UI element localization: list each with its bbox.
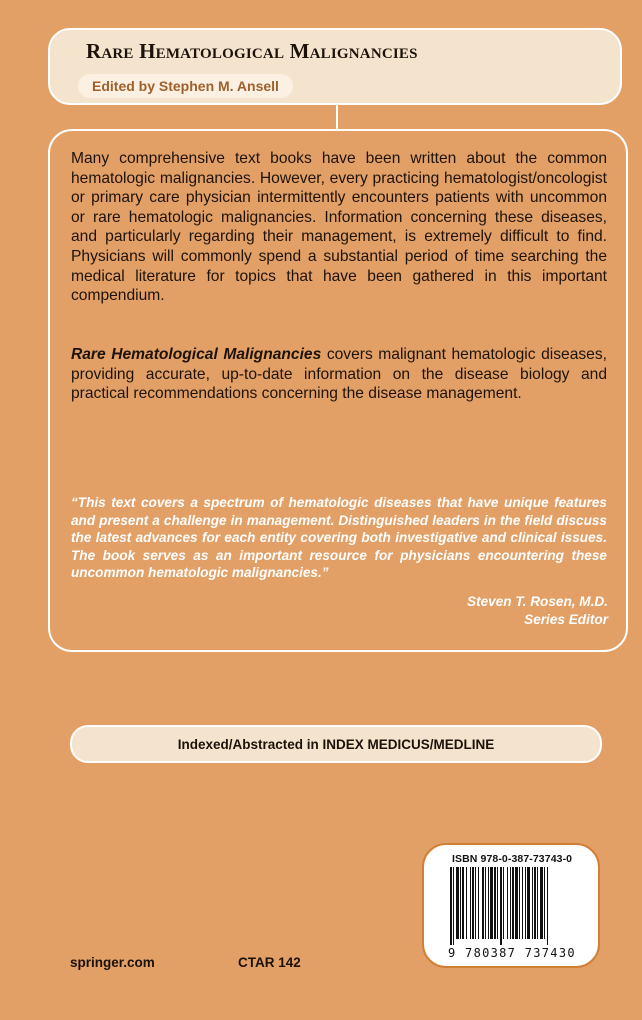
barcode-bar <box>478 867 479 939</box>
barcode-bar <box>462 867 464 939</box>
panel-connector-line <box>336 105 338 129</box>
description-paragraph-2-text: covers malignant hematologic diseases, providing accurate, up-to-date information on the disease biology and practical recommendations concerning the disease management. <box>71 346 607 403</box>
barcode-bar <box>485 867 486 939</box>
barcode-bar <box>547 867 548 945</box>
book-title-emphasis: Rare Hematological Malignancies <box>71 346 322 363</box>
barcode-bar <box>540 867 543 939</box>
barcode-bar <box>512 867 514 939</box>
barcode-bar <box>497 867 498 939</box>
title-panel <box>48 28 622 105</box>
endorsement-quote: “This text covers a spectrum of hematologic diseases that have unique features and present a challenge in management. Distinguished leaders in the field discuss the latest advances for each entity covering both investigative and clinical issues. The book serves as an important resource for physicians encountering these uncommon hematologic malignancies.” <box>71 495 607 580</box>
barcode-bar <box>500 867 502 945</box>
barcode-bar <box>450 867 452 945</box>
indexed-text: Indexed/Abstracted in INDEX MEDICUS/MEDLINE <box>177 736 495 752</box>
description-paragraph-2 <box>71 345 607 404</box>
series-code: CTAR 142 <box>238 955 301 970</box>
barcode-bar <box>527 867 530 939</box>
barcode-panel <box>422 843 600 968</box>
book-title: Rare Hematological Malignancies <box>86 39 418 63</box>
barcode-bar <box>544 867 545 939</box>
barcode-bar <box>532 867 533 939</box>
barcode-bar <box>482 867 484 939</box>
description-paragraph-1: Many comprehensive text books have been written about the common hematologic malignancies. However, every practicing hematologist/oncologist or primary care physician intermittently encounters patients with uncommon or rare hematologic malignancies. Information concerning these diseases, and particularly regarding their management, is extremely difficult to find. Physicians will commonly spend a substantial period of time searching the medical literature for topics that have been gathered in this important compendium. <box>71 150 607 305</box>
barcode-bar <box>525 867 526 939</box>
barcode-bar <box>490 867 493 939</box>
indexed-banner <box>70 725 602 763</box>
publisher-website: springer.com <box>70 955 155 970</box>
barcode-bar <box>515 867 518 939</box>
barcode-bar <box>475 867 476 939</box>
barcode-bar <box>460 867 461 939</box>
barcode-bar <box>519 867 520 939</box>
quote-author: Steven T. Rosen, M.D. <box>467 594 608 609</box>
barcode-bar <box>466 867 467 939</box>
barcode-icon <box>450 867 576 945</box>
barcode-bar <box>534 867 536 939</box>
barcode-bar <box>470 867 471 939</box>
barcode-bar <box>488 867 489 939</box>
barcode-bar <box>522 867 523 939</box>
isbn-label: ISBN 978-0-387-73743-0 <box>452 853 573 865</box>
editor-credit: Edited by Stephen M. Ansell <box>78 74 293 98</box>
quote-attribution <box>467 593 608 628</box>
quote-author-role: Series Editor <box>524 611 608 627</box>
barcode-bar <box>494 867 496 939</box>
barcode-bar <box>472 867 474 939</box>
barcode-bar <box>456 867 459 939</box>
isbn-barcode-digits: 9 780387 737430 <box>448 946 576 960</box>
barcode-bar <box>510 867 511 939</box>
barcode-bar <box>503 867 504 939</box>
barcode-bar <box>537 867 538 939</box>
barcode-bar <box>507 867 508 939</box>
barcode-bar <box>453 867 454 945</box>
